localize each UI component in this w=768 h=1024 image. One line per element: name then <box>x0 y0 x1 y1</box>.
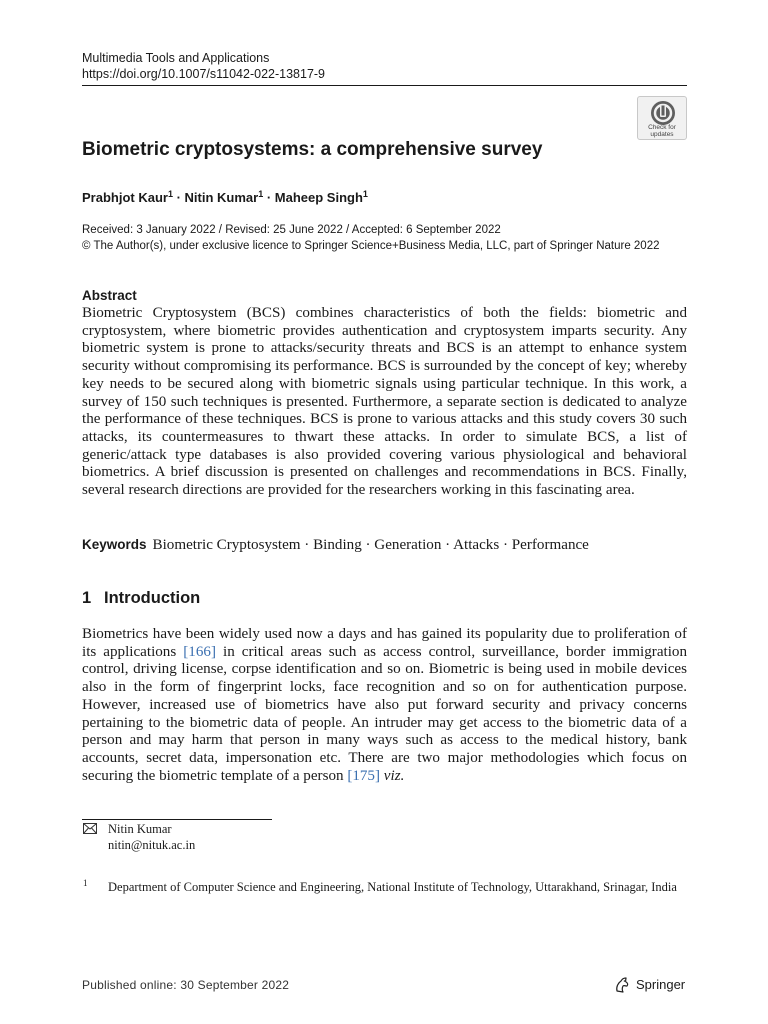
header-divider <box>82 85 687 86</box>
paper-title: Biometric cryptosystems: a comprehensive survey <box>82 139 543 160</box>
section-number: 1 <box>82 589 92 607</box>
doi-link[interactable]: https://doi.org/10.1007/s11042-022-13817-9 <box>82 67 326 81</box>
author-affiliation-mark: 1 <box>167 189 173 199</box>
keywords-list: Biometric Cryptosystem · Binding · Generation · Attacks · Performance <box>152 537 589 553</box>
affiliation-number: 1 <box>83 878 88 888</box>
citation-link[interactable]: [166] <box>183 643 216 660</box>
author-name: Maheep Singh <box>274 190 363 205</box>
paragraph-text: in critical areas such as access control, surveillance, border immigration control, driving license, corpse identification and so on. Biometric is being used in mobile devices also in the form of fingerprint locks, face recognition and so on for authentication purpose. However, increased use of biometrics have also put forward security and privacy concerns pertaining to the biometric data of people. An intruder may get access to the biometric data of a person and may harm that person in many ways such as access to the medical history, bank accounts, secret data, impersonation etc. There are two major methodologies which focus on securing the biometric template of a person <box>82 643 688 784</box>
journal-name: Multimedia Tools and Applications <box>82 51 270 65</box>
keywords-line <box>82 536 589 554</box>
corresponding-author-name: Nitin Kumar <box>108 822 172 836</box>
check-for-updates-icon <box>650 100 676 126</box>
paragraph-text-italic: viz. <box>383 767 405 784</box>
section-title: Introduction <box>104 589 201 607</box>
abstract-heading: Abstract <box>82 288 137 303</box>
author-separator: · <box>263 190 275 205</box>
check-for-updates-badge[interactable] <box>637 96 687 140</box>
footnote-divider <box>82 819 272 820</box>
author-list <box>82 185 368 207</box>
section-heading-introduction <box>82 588 200 608</box>
introduction-paragraph <box>82 626 687 785</box>
author-name: Nitin Kumar <box>184 190 259 205</box>
mail-icon <box>83 823 97 834</box>
badge-label-line2: updates <box>650 131 674 138</box>
paragraph-text: Biometrics have been widely used now a days and has gained its popularity due to proliferation of its applications <box>82 626 687 660</box>
author-separator: · <box>172 190 185 205</box>
copyright-notice: © The Author(s), under exclusive licence to Springer Science+Business Media, LLC, part of Springer Nature 2022 <box>82 240 660 252</box>
author-affiliation-mark: 1 <box>362 189 368 199</box>
author-affiliation-mark: 1 <box>258 189 264 199</box>
affiliation-text: Department of Computer Science and Engineering, National Institute of Technology, Uttarakhand, Srinagar, India <box>108 880 677 894</box>
badge-label-line1: Check for <box>648 124 676 131</box>
publisher-name: Springer <box>636 977 686 992</box>
springer-horse-icon <box>613 976 631 994</box>
keywords-label: Keywords <box>82 537 147 552</box>
abstract-text: Biometric Cryptosystem (BCS) combines characteristics of both the fields: biometric and cryptosystem, where biometric provides authentication and cryptosystem imparts security. Any biometric system is prone to attacks/security threats and BCS is an attempt to enhance system security without compromising its performance. BCS is surrounded by the concept of key; whereby key needs to be secured along with biometric signals using particular technique. In this work, a survey of 150 such techniques is presented. Furthermore, a separate section is dedicated to analyze the performance of these techniques. BCS is prone to various attacks and this study covers 30 such attacks, its countermeasures to thwart these attacks. In order to simulate BCS, a list of generic/attack type databases is also provided covering various physiological and behavioral biometrics. A brief discussion is presented on challenges and recommendations in BCS. Finally, several research directions are provided for the researchers working in this fascinating area. <box>82 305 687 499</box>
citation-link[interactable]: [175] <box>347 767 381 784</box>
published-online-date: Published online: 30 September 2022 <box>82 978 290 992</box>
author-name: Prabhjot Kaur <box>82 190 168 205</box>
corresponding-author-email[interactable]: nitin@nituk.ac.in <box>108 838 196 852</box>
submission-dates: Received: 3 January 2022 / Revised: 25 June 2022 / Accepted: 6 September 2022 <box>82 224 501 236</box>
